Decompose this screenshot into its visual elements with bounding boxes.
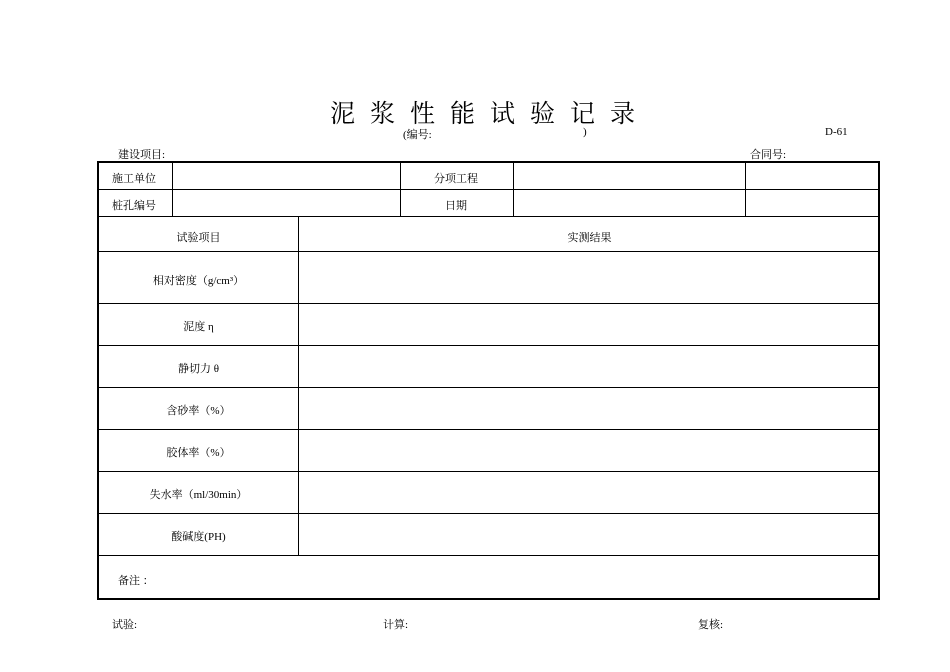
row-divider	[99, 189, 878, 190]
column-divider	[172, 163, 173, 216]
pile-number-label: 桩孔编号	[112, 200, 156, 212]
test-row-label: 静切力 θ	[177, 363, 220, 375]
test-row-label: 含砂率（%）	[166, 405, 231, 417]
test-row-label: 胶体率（%）	[166, 447, 231, 459]
row-divider	[99, 251, 878, 252]
project-label: 建设项目:	[118, 149, 166, 161]
reviewer-signature-label: 复核:	[698, 619, 724, 631]
date-label: 日期	[445, 200, 467, 212]
row-divider	[99, 303, 878, 304]
row-divider	[99, 429, 878, 430]
remarks-label: 备注 ：	[118, 575, 154, 587]
test-row-label: 酸碱度(PH)	[171, 531, 226, 543]
form-code: D-61	[825, 126, 848, 138]
row-divider	[99, 471, 878, 472]
row-divider	[99, 216, 878, 217]
header-test-item: 试验项目	[176, 232, 221, 244]
form-title: 泥浆性能试验记录	[329, 101, 650, 128]
row-divider	[99, 555, 878, 556]
tester-signature-label: 试验:	[112, 619, 138, 631]
test-row-label: 泥度 η	[183, 321, 214, 333]
row-divider	[99, 513, 878, 514]
row-divider	[99, 387, 878, 388]
sub-project-label: 分项工程	[434, 173, 478, 185]
column-divider	[745, 163, 746, 216]
header-measured-result: 实测结果	[567, 232, 612, 244]
column-divider	[298, 216, 299, 555]
calculator-signature-label: 计算:	[383, 619, 409, 631]
test-row-label: 失水率（ml/30min）	[149, 489, 248, 501]
row-divider	[99, 345, 878, 346]
column-divider	[400, 163, 401, 216]
record-table	[97, 161, 880, 600]
construction-unit-label: 施工单位	[112, 173, 156, 185]
contract-number-label: 合同号:	[750, 149, 787, 161]
column-divider	[513, 163, 514, 216]
test-row-label: 相对密度（g/cm³）	[152, 275, 245, 287]
serial-number-close: )	[583, 126, 587, 138]
serial-number-label: (编号:	[403, 129, 432, 141]
